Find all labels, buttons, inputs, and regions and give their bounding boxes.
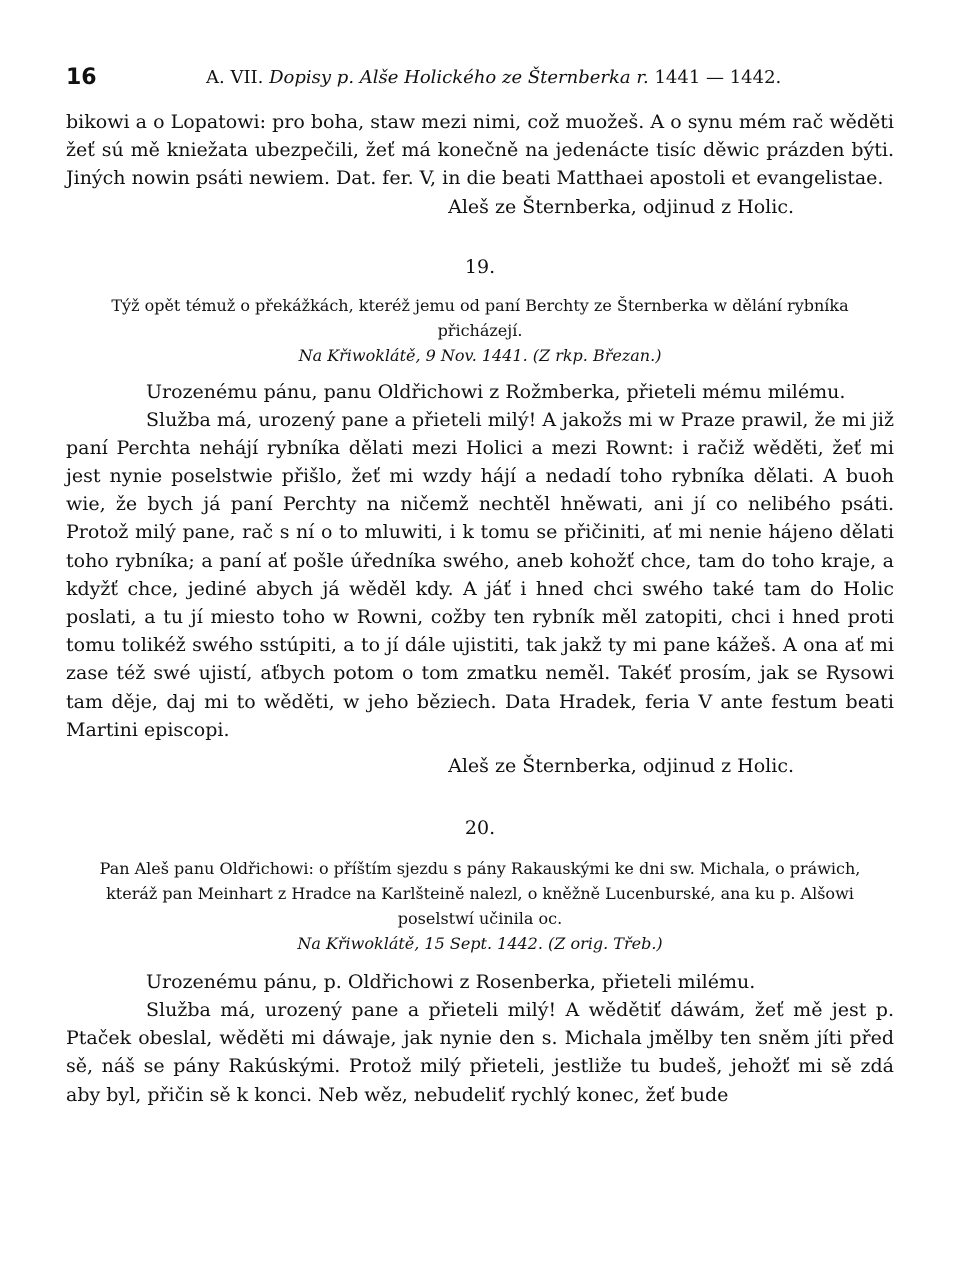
letter-20-number: 20. [464, 817, 496, 840]
letter-20-summary: Pan Aleš panu Oldřichowi: o příštím sjezdu s pány Rakauskými ke dni sw. Michala, o práwich, kteráž pan Meinhart z Hradce na Karlšteině nalezl, o kněžně Lucenburské, ana ku p. Alšowi poselstwí učinila oc. [99, 859, 861, 929]
letter-20-salutation: Urozenému pánu, p. Oldřichowi z Rosenberka, přieteli milému. [146, 971, 756, 994]
section-label: A. VII. [206, 67, 264, 88]
letter-19-signature: Aleš ze Šternberka, odjinud z Holic. [448, 755, 794, 778]
letter-18-signature: Aleš ze Šternberka, odjinud z Holic. [448, 195, 794, 218]
letter-20-dateline: Na Křiwoklátě, 15 Sept. 1442. (Z orig. Třeb.) [297, 934, 663, 954]
page-number: 16 [66, 65, 97, 90]
running-header [66, 62, 894, 94]
letter-19-salutation: Urozenému pánu, panu Oldřichowi z Rožmberka, přieteli mému milému. [146, 380, 846, 403]
running-title-years: 1441 — 1442. [654, 67, 782, 88]
document-page [66, 62, 894, 1109]
letter-19-summary: Týž opět témuž o překážkách, kteréž jemu od paní Berchty ze Šternberka w dělání rybníka přicházejí. [111, 295, 849, 340]
letter-18-text: bikowi a o Lopatowi: pro boha, staw mezi nimi, což muožeš. A o synu mém rač wěděti žeť sú mě kniežata ubezpečili, žeť má konečně na jedenácte tisíc děwic prázden býti. Jiných nowin psáti newiem. Dat. fer. V, in die beati Matthaei apostoli et evangelistae. [66, 111, 894, 190]
letter-19-dateline: Na Křiwoklátě, 9 Nov. 1441. (Z rkp. Březan.) [298, 345, 662, 365]
letter-19-body: Služba má, urozený pane a přieteli milý! A jakožs mi w Praze prawil, že mi již paní Perchta nehájí rybníka dělati mezi Holici a mezi Rownt: i račiž wěděti, žeť mi jest nynie poselstwie přišlo, žeť mi wzdy hájí a nedadí toho rybníka dělati. A buoh wie, že bych já paní Perchty na ničemž nechtěl hněwati, ani jí co nelibého psáti. Protož milý pane, rač s ní o to mluwiti, i k tomu se přičiniti, ať mi nenie hájeno dělati toho rybníka; a paní ať pošle úředníka swého, aneb kohožť chce, tam do toho kraje, a kdyžť chce, jediné abych já wěděl kdy. A jáť i hned chci swého také tam do Holic poslati, a tu jí miesto toho w Rowni, cožby ten rybník měl zatopiti, chci i hned proti tomu tolikéž swého sstúpiti, a to jí dále ujistiti, tak jakž ty mi pane kážeš. A ona ať mi zase též swé ujistí, aťbych potom o tom zmatku neměl. Takéť prosím, jak se Rysowi tam děje, daj mi to wěděti, w jeho běziech. Data Hradek, feria V ante festum beati Martini episcopi. [66, 408, 894, 741]
running-title-italic: Dopisy p. Alše Holického ze Šternberka r. [269, 67, 649, 88]
letter-19-number: 19. [464, 255, 496, 278]
running-title [206, 62, 781, 94]
letter-20-body: Služba má, urozený pane a přieteli milý! A wědětiť dáwám, žeť mě jest p. Ptaček obeslal, wěděti mi dáwaje, jak nynie den s. Michala jmělby ten sněm jíti před sě, náš se pány Rakúskými. Protož milý přieteli, jestliže tu budeš, jehožť mi sě zdá aby byl, přičin sě k konci. Neb wěz, nebudeliť rychlý konec, žeť bude [66, 999, 894, 1106]
